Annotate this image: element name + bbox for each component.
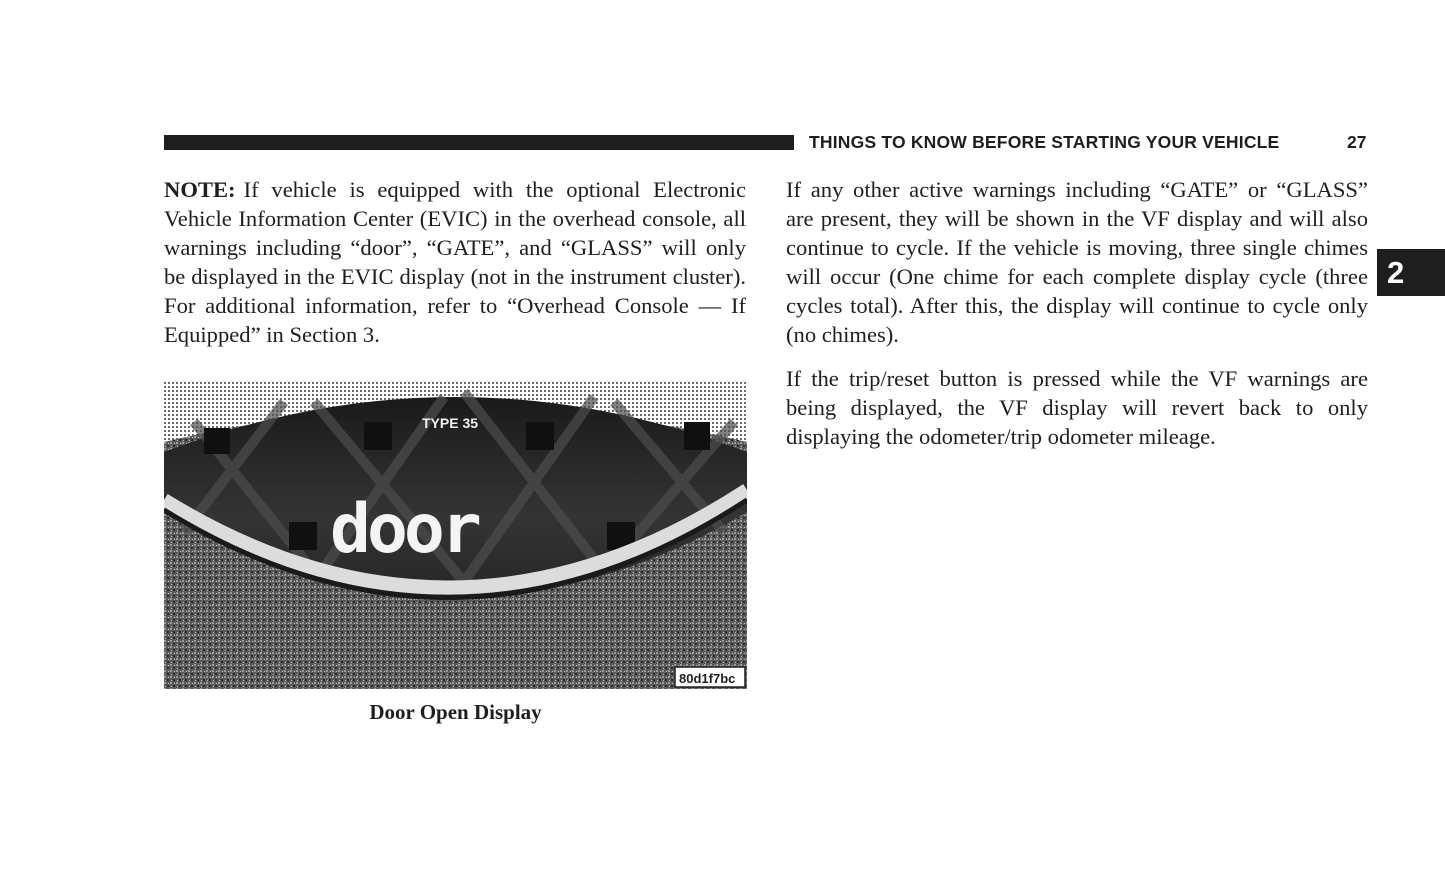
display-door-text: door (330, 490, 478, 569)
note-label: NOTE: (164, 177, 236, 202)
paragraph: If the trip/reset button is pressed while the VF warnings are being displayed, the VF display will revert back to only displaying the odometer/trip odometer mileage. (786, 366, 1368, 449)
door-open-display-figure (164, 382, 747, 689)
figure-caption: Door Open Display (369, 700, 542, 724)
note-paragraph (164, 175, 746, 349)
running-header: THINGS TO KNOW BEFORE STARTING YOUR VEHICLE (809, 132, 1280, 152)
paragraph: If any other active warnings including “GATE” or “GLASS” are present, they will be shown in the VF display and will also continue to cycle. If the vehicle is moving, three single chimes will occur (One chime for each complete display cycle (three cycles total). After this, the display will continue to cycle only (no chimes). (786, 177, 1368, 347)
left-column (164, 175, 746, 364)
image-code: 80d1f7bc (679, 671, 736, 686)
display-type-label: TYPE 35 (422, 415, 479, 431)
section-tab: 2 (1377, 249, 1445, 296)
header-rule (164, 135, 794, 150)
note-text: If vehicle is equipped with the optional Electronic Vehicle Information Center (EVIC) in the overhead console, all warnings including “door”, “GATE”, and “GLASS” will only be displayed in the EVIC display (not in the instrument cluster). For additional information, refer to “Overhead Console — If Equipped” in Section 3. (164, 177, 746, 347)
right-column (786, 175, 1368, 466)
page-number: 27 (1347, 132, 1367, 152)
